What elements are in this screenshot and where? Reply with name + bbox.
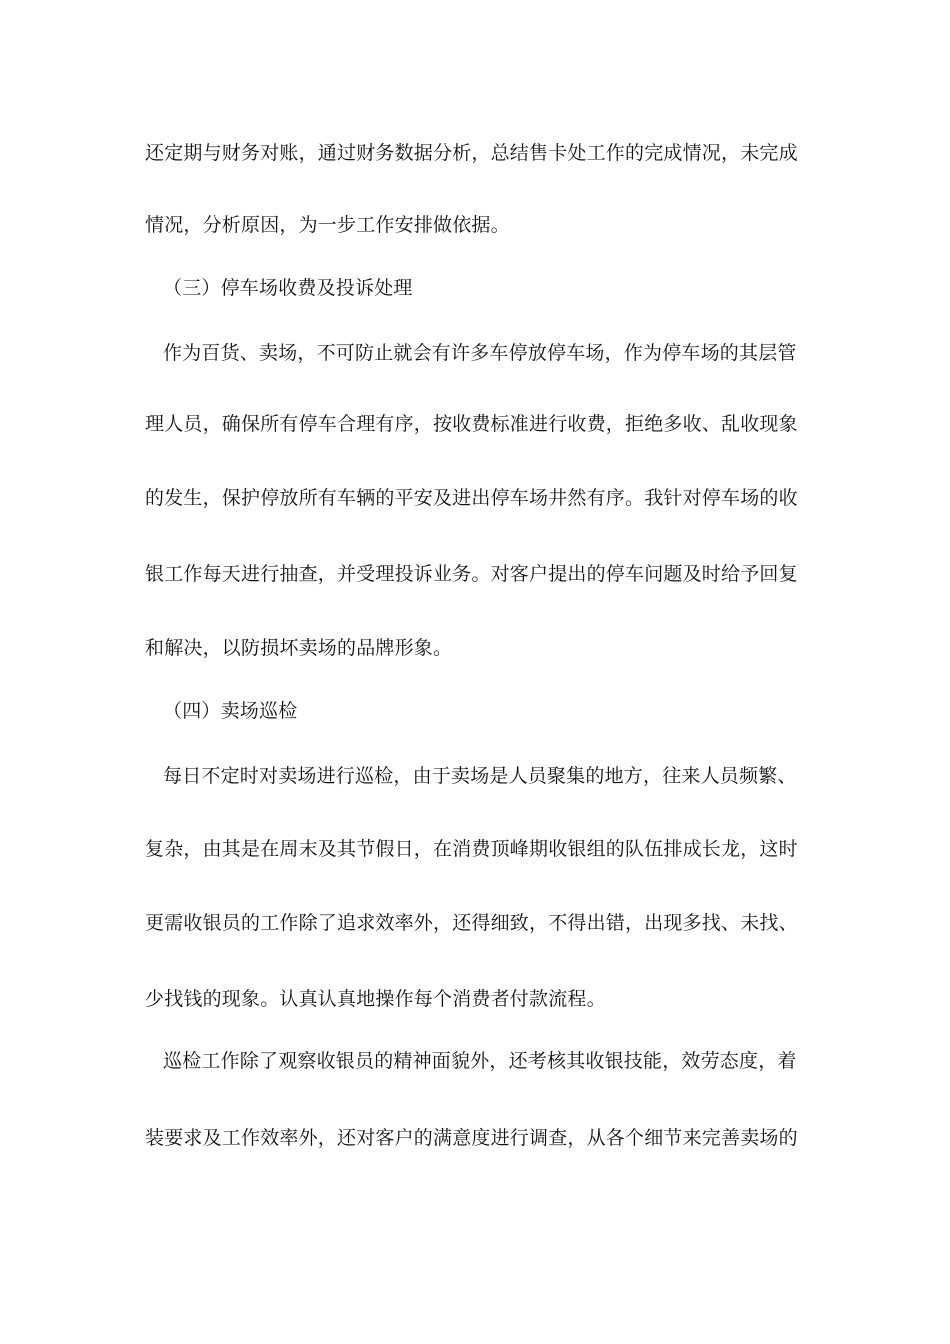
paragraph-line: 作为百货、卖场，不可防止就会有许多车停放停车场，作为停车场的其层管 — [163, 342, 797, 364]
section-heading: （四）卖场巡检 — [163, 700, 298, 722]
paragraph-line: 和解决，以防损坏卖场的品牌形象。 — [145, 637, 453, 659]
paragraph-line: 更需收银员的工作除了追求效率外，还得细致，不得出错，出现多找、未找、 — [145, 912, 798, 934]
paragraph-line: 复杂，由其是在周末及其节假日，在消费顶峰期收银组的队伍排成长龙，这时 — [145, 838, 798, 860]
paragraph-line: 少找钱的现象。认真认真地操作每个消费者付款流程。 — [145, 988, 606, 1010]
paragraph-line: 的发生，保护停放所有车辆的平安及进出停车场井然有序。我针对停车场的收 — [145, 487, 798, 509]
paragraph-line: 银工作每天进行抽查，并受理投诉业务。对客户提出的停车问题及时给予回复 — [145, 563, 798, 585]
paragraph-line: 情况，分析原因，为一步工作安排做依据。 — [145, 214, 510, 236]
section-heading: （三）停车场收费及投诉处理 — [163, 277, 413, 299]
paragraph-line: 每日不定时对卖场进行巡检，由于卖场是人员聚集的地方，往来人员频繁、 — [163, 765, 797, 787]
paragraph-line: 装要求及工作效率外，还对客户的满意度进行调查，从各个细节来完善卖场的 — [145, 1127, 798, 1149]
paragraph-line: 巡检工作除了观察收银员的精神面貌外，还考核其收银技能，效劳态度，着 — [163, 1050, 797, 1072]
paragraph-line: 还定期与财务对账，通过财务数据分析，总结售卡处工作的完成情况，未完成 — [145, 142, 798, 164]
paragraph-line: 理人员，确保所有停车合理有序，按收费标准进行收费，拒绝多收、乱收现象 — [145, 413, 798, 435]
